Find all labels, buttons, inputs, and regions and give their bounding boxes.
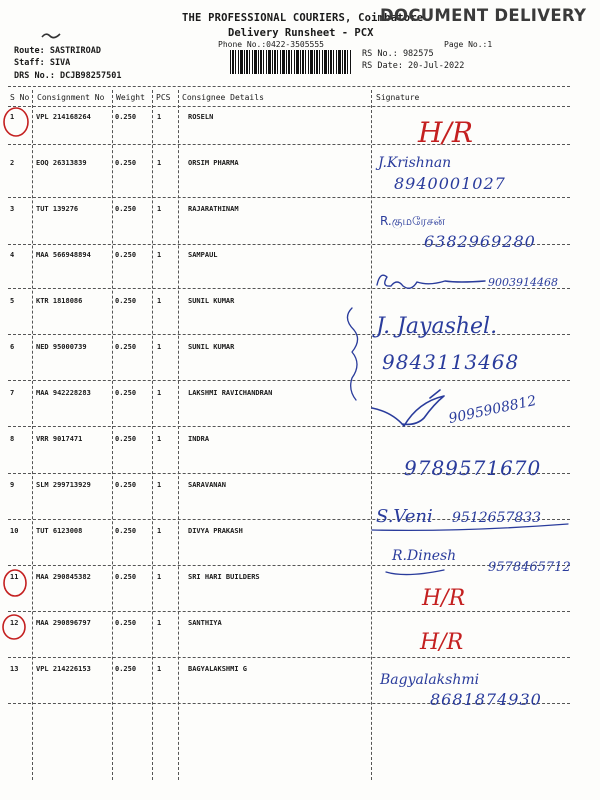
row-consignee: BAGYALAKSHMI G <box>188 665 248 673</box>
table-header-divider <box>8 106 570 107</box>
row-consignment-no: TUT 139276 <box>36 205 79 213</box>
handwritten-entry: R.Dinesh <box>392 548 457 564</box>
row-weight: 0.250 <box>115 619 137 627</box>
row-consignment-no: MAA 290845382 <box>36 573 91 581</box>
row-pcs: 1 <box>157 527 162 535</box>
phone-number: Phone No.:0422-3505555 <box>218 40 324 49</box>
serial-circle-mark <box>4 108 28 136</box>
row-consignee: ORSIM PHARMA <box>188 159 239 167</box>
row-sno: 6 <box>10 343 15 351</box>
row-divider <box>8 426 570 427</box>
row-consignee: LAKSHMI RAVICHANDRAN <box>188 389 273 397</box>
row-consignment-no: TUT 6123008 <box>36 527 83 535</box>
row-weight: 0.250 <box>115 205 137 213</box>
row-weight: 0.250 <box>115 113 137 121</box>
signature-scribble-row4 <box>377 275 485 288</box>
row-weight: 0.250 <box>115 573 137 581</box>
handwritten-entry: J. Jayashel. <box>376 314 498 339</box>
row-sno: 2 <box>10 159 15 167</box>
row-consignee: RAJARATHINAM <box>188 205 239 213</box>
row-divider <box>8 611 570 612</box>
handwritten-entry: 9512657833 <box>452 510 542 526</box>
handwritten-entry: H/R <box>418 116 473 149</box>
barcode-icon <box>230 50 352 74</box>
row-weight: 0.250 <box>115 343 137 351</box>
row-consignee: SARAVANAN <box>188 481 226 489</box>
document-delivery-stamp: DOCUMENT DELIVERY <box>380 6 587 25</box>
handwritten-entry: 9003914468 <box>488 276 558 289</box>
row-pcs: 1 <box>157 665 162 673</box>
row-consignee: SUNIL KUMAR <box>188 343 235 351</box>
row-sno: 1 <box>10 113 15 121</box>
col-consignee-header: Consignee Details <box>182 93 264 102</box>
row-pcs: 1 <box>157 205 162 213</box>
signature-arc-row10 <box>386 570 444 575</box>
row-consignee: SAMPAUL <box>188 251 218 259</box>
row-weight: 0.250 <box>115 297 137 305</box>
signature-scribble-row7 <box>372 390 444 426</box>
handwritten-entry: 9095908812 <box>447 392 538 428</box>
row-divider <box>8 380 570 381</box>
row-consignee: INDRA <box>188 435 210 443</box>
company-title: THE PROFESSIONAL COURIERS, Coimbatore <box>182 12 424 24</box>
row-sno: 10 <box>10 527 19 535</box>
col-weight-header: Weight <box>116 93 145 102</box>
drs-number: DRS No.: DCJB98257501 <box>14 71 122 81</box>
row-pcs: 1 <box>157 389 162 397</box>
row-consignment-no: MAA 942228283 <box>36 389 91 397</box>
row-divider <box>8 288 570 289</box>
row-sno: 13 <box>10 665 19 673</box>
rs-date: RS Date: 20-Jul-2022 <box>362 61 465 71</box>
row-consignment-no: VPL 214168264 <box>36 113 91 121</box>
handwritten-entry: 8681874930 <box>430 690 542 709</box>
rs-number: RS No.: 982575 <box>362 49 434 59</box>
signature-brace-row5 <box>347 308 357 400</box>
row-weight: 0.250 <box>115 251 137 259</box>
col-pcs-header: PCS <box>156 93 171 102</box>
handwritten-entry: Bagyalakshmi <box>380 672 480 688</box>
row-divider <box>8 565 570 566</box>
page-number: Page No.:1 <box>444 40 493 49</box>
col-divider <box>371 90 372 780</box>
row-pcs: 1 <box>157 481 162 489</box>
row-pcs: 1 <box>157 251 162 259</box>
handwritten-entry: J.Krishnan <box>378 155 452 171</box>
handwritten-entry: S.Veni <box>376 506 433 527</box>
runsheet-subtitle: Delivery Runsheet - PCX <box>228 27 374 39</box>
row-weight: 0.250 <box>115 527 137 535</box>
col-signature-header: Signature <box>376 93 420 102</box>
row-pcs: 1 <box>157 435 162 443</box>
col-divider <box>178 90 179 780</box>
row-consignee: SRI HARI BUILDERS <box>188 573 260 581</box>
row-pcs: 1 <box>157 343 162 351</box>
row-sno: 12 <box>10 619 19 627</box>
col-divider <box>112 90 113 780</box>
row-sno: 11 <box>10 573 19 581</box>
row-sno: 4 <box>10 251 15 259</box>
staff-label: Staff: SIVA <box>14 58 71 68</box>
row-pcs: 1 <box>157 297 162 305</box>
handwritten-entry: 9843113468 <box>382 350 520 374</box>
row-consignment-no: EOQ 26313839 <box>36 159 87 167</box>
row-pcs: 1 <box>157 113 162 121</box>
route-label: Route: SASTRIROAD <box>14 46 101 56</box>
row-divider <box>8 657 570 658</box>
row-sno: 9 <box>10 481 15 489</box>
row-consignment-no: SLM 299713929 <box>36 481 91 489</box>
handwritten-entry: 6382969280 <box>424 232 536 251</box>
handwritten-entry: H/R <box>422 586 466 611</box>
row-consignment-no: KTR 1818086 <box>36 297 83 305</box>
row-sno: 3 <box>10 205 15 213</box>
row-consignment-no: NED 95000739 <box>36 343 87 351</box>
handwritten-entry: 9578465712 <box>488 560 571 575</box>
handwritten-entry: R.குமரேசன் <box>380 214 445 228</box>
row-consignee: DIVYA PRAKASH <box>188 527 243 535</box>
row-pcs: 1 <box>157 159 162 167</box>
row-consignee: SANTHIYA <box>188 619 222 627</box>
row-sno: 5 <box>10 297 15 305</box>
handwritten-entry: 9789571670 <box>404 456 542 480</box>
col-divider <box>32 90 33 780</box>
row-consignment-no: VRR 9017471 <box>36 435 83 443</box>
row-pcs: 1 <box>157 573 162 581</box>
row-sno: 7 <box>10 389 15 397</box>
row-divider <box>8 144 570 145</box>
handwritten-entry: 8940001027 <box>394 174 506 193</box>
col-consignment-header: Consignment No <box>37 93 105 102</box>
col-divider <box>152 90 153 780</box>
company-logo-icon <box>40 30 62 40</box>
table-top-divider <box>8 86 570 87</box>
row-consignee: ROSELN <box>188 113 214 121</box>
row-consignment-no: VPL 214226153 <box>36 665 91 673</box>
row-weight: 0.250 <box>115 435 137 443</box>
row-sno: 8 <box>10 435 15 443</box>
row-divider <box>8 197 570 198</box>
row-pcs: 1 <box>157 619 162 627</box>
handwritten-entry: H/R <box>420 630 464 655</box>
row-weight: 0.250 <box>115 665 137 673</box>
row-consignment-no: MAA 566948894 <box>36 251 91 259</box>
row-weight: 0.250 <box>115 389 137 397</box>
row-consignee: SUNIL KUMAR <box>188 297 235 305</box>
col-sno-header: S No <box>10 93 30 102</box>
row-weight: 0.250 <box>115 481 137 489</box>
row-weight: 0.250 <box>115 159 137 167</box>
row-consignment-no: MAA 290896797 <box>36 619 91 627</box>
